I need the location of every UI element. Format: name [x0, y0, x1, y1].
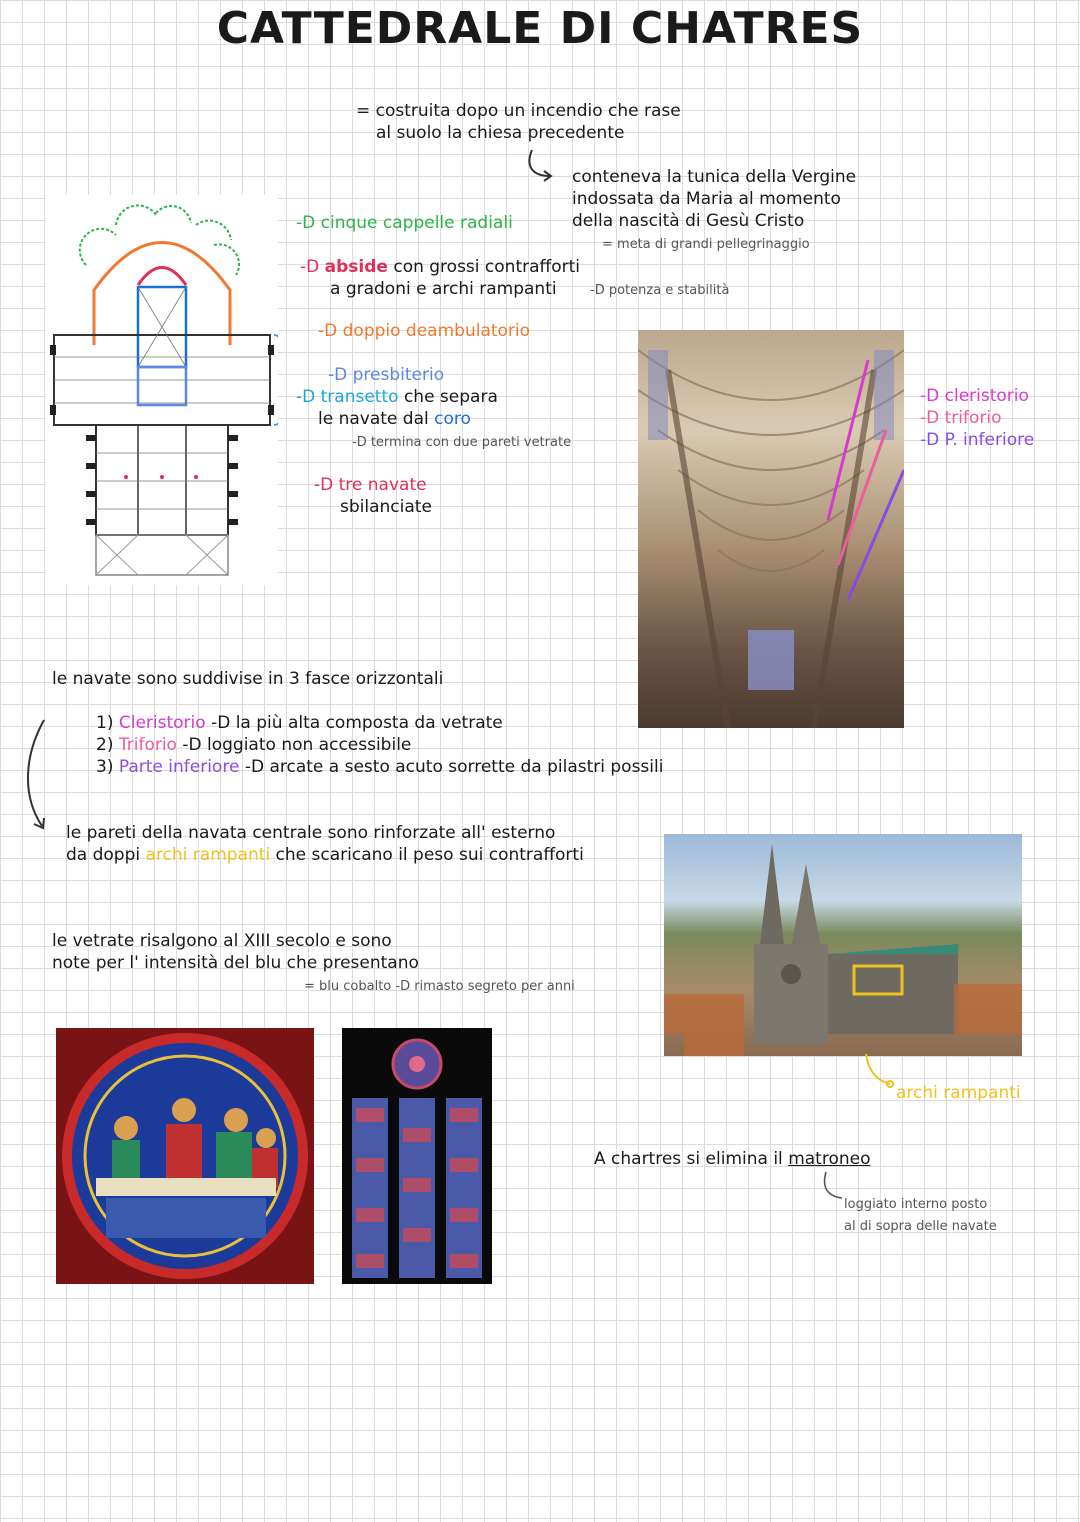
matroneum-text-a: A chartres si elimina il: [594, 1149, 783, 1169]
walls-line-1: le pareti della navata centrale sono rinforzate all' esterno: [66, 823, 556, 843]
band-3-num: 3): [96, 757, 114, 777]
matroneum-line: [594, 1148, 870, 1170]
cathedral-interior-photo: [638, 330, 904, 728]
page-title: CATTEDRALE DI CHATRES: [216, 3, 864, 54]
chapels-label: -D cinque cappelle radiali: [296, 213, 513, 233]
walls-line-2-a: da doppi: [66, 845, 141, 865]
curved-arrow-icon: [520, 146, 560, 186]
triforium-label: -D triforio: [920, 408, 1002, 428]
matroneum-word: matroneo: [788, 1149, 871, 1169]
clerestory-label: -D cleristorio: [920, 386, 1029, 406]
band-item-1: [96, 712, 503, 734]
tunic-line-2: indossata da Maria al momento: [572, 189, 841, 209]
intro-line-1: = costruita dopo un incendio che rase: [356, 101, 681, 121]
glass-line-2: note per l' intensità del blu che presentano: [52, 953, 419, 973]
bands-heading: le navate sono suddivise in 3 fasce orizzontali: [52, 669, 444, 689]
choir-word: coro: [434, 409, 471, 429]
tunic-note: = meta di grandi pellegrinaggio: [602, 237, 810, 252]
naves-label-1: -D tre navate: [314, 475, 427, 495]
matroneum-note-2: al di sopra delle navate: [844, 1219, 997, 1234]
lower-part-label: -D P. inferiore: [920, 430, 1035, 450]
apse-line-2: a gradoni e archi rampanti: [330, 279, 557, 299]
transept-arrow: -D transetto che separa: [296, 387, 498, 407]
tunic-line-3: della nascità di Gesù Cristo: [572, 211, 805, 231]
band-2-desc: -D loggiato non accessibile: [182, 735, 412, 755]
naves-label-2: sbilanciate: [340, 497, 432, 517]
intro-line-2: al suolo la chiesa precedente: [376, 123, 625, 143]
transept-line-2-a: le navate dal: [318, 409, 429, 429]
cathedral-exterior-photo: [664, 834, 1022, 1056]
band-item-3: [96, 756, 663, 778]
apse-rest: con grossi contrafforti: [393, 257, 581, 277]
band-3-name: Parte inferiore: [118, 757, 240, 777]
apse-arrow: -D abside con grossi contrafforti: [300, 257, 581, 277]
transept-rest: che separa: [403, 387, 498, 407]
band-1-num: 1): [96, 713, 114, 733]
transept-line-2: [318, 408, 471, 430]
presbytery-label: -D presbiterio: [328, 365, 445, 385]
band-1-desc: -D la più alta composta da vetrate: [211, 713, 503, 733]
glass-line-1: le vetrate risalgono al XIII secolo e sono: [52, 931, 392, 951]
stained-glass-window-photo: [342, 1028, 492, 1284]
flying-buttress-word: archi rampanti: [145, 845, 271, 865]
exterior-label: archi rampanti: [896, 1083, 1021, 1103]
apse-word: abside: [324, 257, 388, 277]
transept-note: -D termina con due pareti vetrate: [352, 435, 572, 450]
ambulatory-label: -D doppio deambulatorio: [318, 321, 531, 341]
walls-line-2-c: che scaricano il peso sui contrafforti: [275, 845, 584, 865]
cathedral-floor-plan: [46, 195, 278, 585]
left-arrow-icon: [22, 716, 62, 836]
band-1-name: Cleristorio: [118, 713, 206, 733]
band-2-name: Triforio: [118, 735, 177, 755]
band-2-num: 2): [96, 735, 114, 755]
glass-note: = blu cobalto -D rimasto segreto per anni: [304, 979, 575, 994]
walls-line-2: [66, 844, 584, 866]
apse-note: -D potenza e stabilità: [590, 283, 730, 298]
matroneum-note-1: loggiato interno posto: [844, 1197, 988, 1212]
stained-glass-round-photo: [56, 1028, 314, 1284]
transept-word: transetto: [320, 387, 399, 407]
yellow-pointer-icon: [860, 1050, 900, 1090]
band-item-2: [96, 734, 411, 756]
band-3-desc: -D arcate a sesto acuto sorrette da pilastri possili: [244, 757, 664, 777]
tunic-line-1: conteneva la tunica della Vergine: [572, 167, 857, 187]
